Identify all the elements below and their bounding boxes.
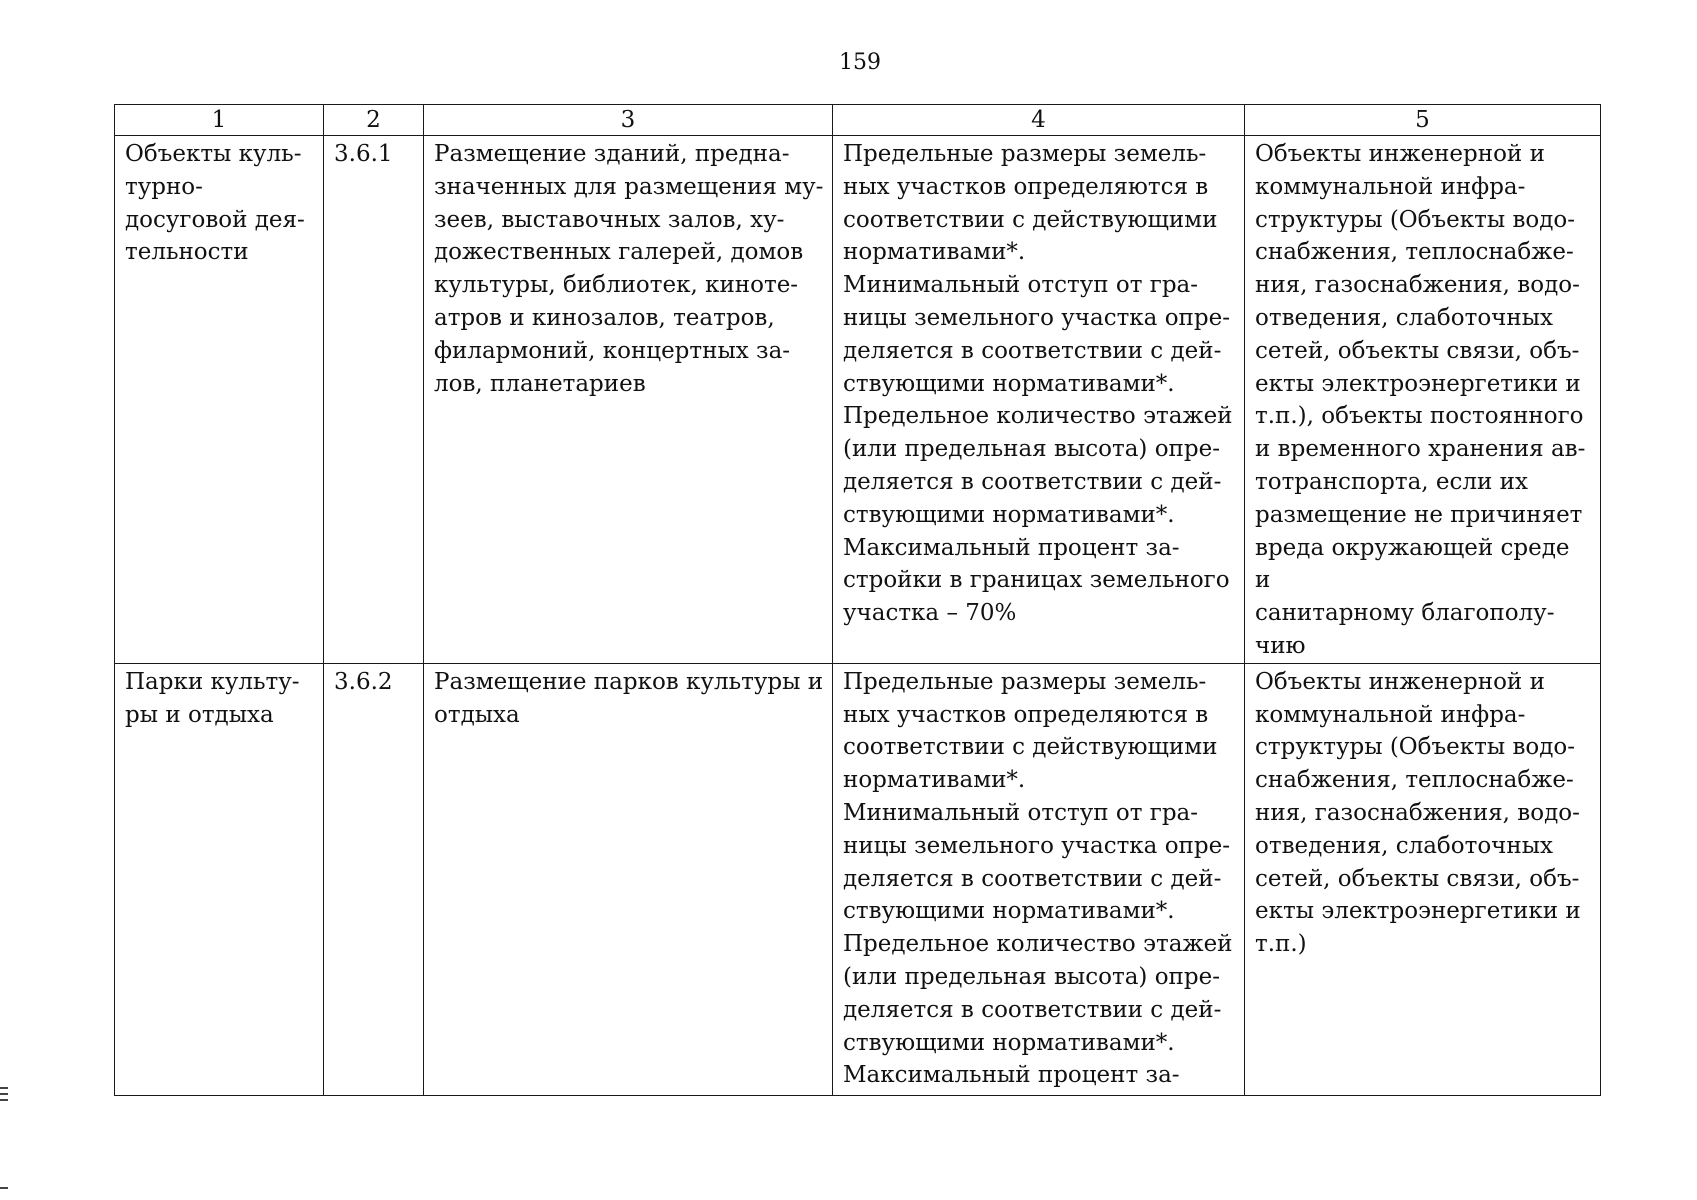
table-row bbox=[115, 663, 1601, 1095]
use-description-cell: Размещение зданий, предна- значенных для размещения му- зеев, выставочных залов, ху- дожественных галерей, домов культуры, библиотек, киноте- атров и кинозалов, театров, филармоний, концертных за- лов, планетариев bbox=[424, 136, 833, 664]
column-header-3: 3 bbox=[424, 105, 833, 136]
column-header-1: 1 bbox=[115, 105, 324, 136]
column-header-5: 5 bbox=[1245, 105, 1601, 136]
scan-edge-mark bbox=[0, 1187, 8, 1189]
use-code-cell: 3.6.2 bbox=[324, 663, 424, 1095]
column-header-2: 2 bbox=[324, 105, 424, 136]
use-type-name-cell: Объекты куль- турно- досуговой дея- тельности bbox=[115, 136, 324, 664]
page-number: 159 bbox=[839, 50, 881, 75]
column-header-4: 4 bbox=[833, 105, 1245, 136]
parameters-cell: Предельные размеры земель- ных участков определяются в соответствии с действующими нормативами*. Минимальный отступ от гра- ницы земельного участка опре- деляется в соответствии с дей- ствующими нормативами*. Предельное количество этажей (или предельная высота) опре- деляется в соответствии с дей- ствующими нормативами*. Максимальный процент за- bbox=[833, 663, 1245, 1095]
scan-edge-mark bbox=[0, 1093, 8, 1095]
scan-edge-mark bbox=[0, 1099, 8, 1101]
table-header-row bbox=[115, 105, 1601, 136]
land-use-table-container bbox=[114, 104, 1600, 1096]
table-row bbox=[115, 136, 1601, 664]
use-type-name-cell: Парки культу- ры и отдыха bbox=[115, 663, 324, 1095]
scan-edge-mark bbox=[0, 1087, 8, 1089]
land-use-table bbox=[114, 104, 1601, 1096]
use-code-cell: 3.6.1 bbox=[324, 136, 424, 664]
auxiliary-uses-cell: Объекты инженерной и коммунальной инфра- структуры (Объекты водо- снабжения, теплоснабже- ния, газоснабжения, водо- отведения, слаботочных сетей, объекты связи, объ- екты электроэнергетики и т.п.), объекты постоянного и временного хранения ав- тотранспорта, если их размещение не причиняет вреда окружающей среде и санитарному благополу- чию bbox=[1245, 136, 1601, 664]
auxiliary-uses-cell: Объекты инженерной и коммунальной инфра- структуры (Объекты водо- снабжения, теплоснабже- ния, газоснабжения, водо- отведения, слаботочных сетей, объекты связи, объ- екты электроэнергетики и т.п.) bbox=[1245, 663, 1601, 1095]
use-description-cell: Размещение парков культуры и отдыха bbox=[424, 663, 833, 1095]
parameters-cell: Предельные размеры земель- ных участков определяются в соответствии с действующими нормативами*. Минимальный отступ от гра- ницы земельного участка опре- деляется в соответствии с дей- ствующими нормативами*. Предельное количество этажей (или предельная высота) опре- деляется в соответствии с дей- ствующими нормативами*. Максимальный процент за- стройки в границах земельного участка – 70% bbox=[833, 136, 1245, 664]
